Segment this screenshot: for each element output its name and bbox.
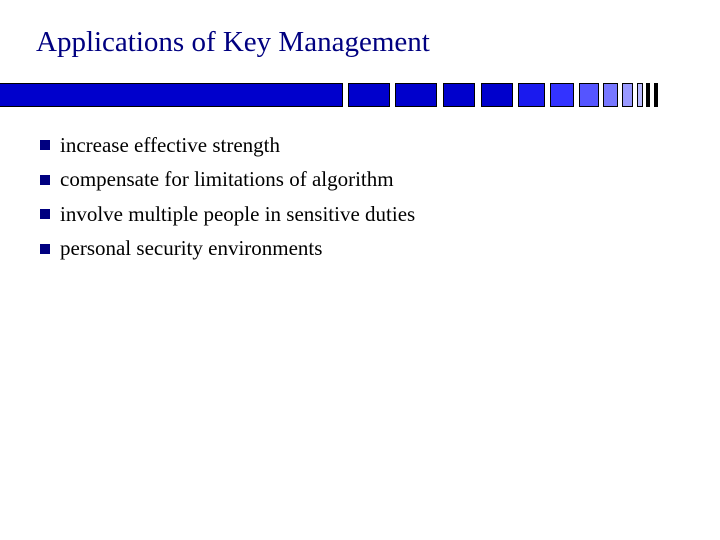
title-bar-segment [481, 83, 513, 107]
bullet-item [40, 232, 415, 267]
title-bar-segment [603, 83, 618, 107]
title-bar-segment [348, 83, 390, 107]
title-bar-segment [518, 83, 545, 107]
title-bar-segment [654, 83, 658, 107]
bullet-item [40, 163, 415, 198]
title-bar-segment [550, 83, 574, 107]
bullet-item [40, 128, 415, 163]
bullet-text: compensate for limitations of algorithm [60, 167, 394, 192]
bullet-item [40, 197, 415, 232]
bullet-list [40, 128, 415, 266]
square-bullet-icon [40, 209, 50, 219]
title-bar-segment [395, 83, 437, 107]
decorative-title-bar [0, 83, 720, 107]
square-bullet-icon [40, 244, 50, 254]
title-bar-segment [637, 83, 643, 107]
title-bar-segment [622, 83, 633, 107]
title-bar-segment [646, 83, 650, 107]
square-bullet-icon [40, 140, 50, 150]
square-bullet-icon [40, 175, 50, 185]
title-bar-segment [0, 83, 343, 107]
bullet-text: involve multiple people in sensitive duties [60, 201, 416, 226]
slide-title: Applications of Key Management [36, 26, 430, 58]
bullet-text: personal security environments [60, 236, 323, 261]
title-bar-segment [579, 83, 599, 107]
title-bar-segment [443, 83, 475, 107]
bullet-text: increase effective strength [60, 132, 280, 157]
